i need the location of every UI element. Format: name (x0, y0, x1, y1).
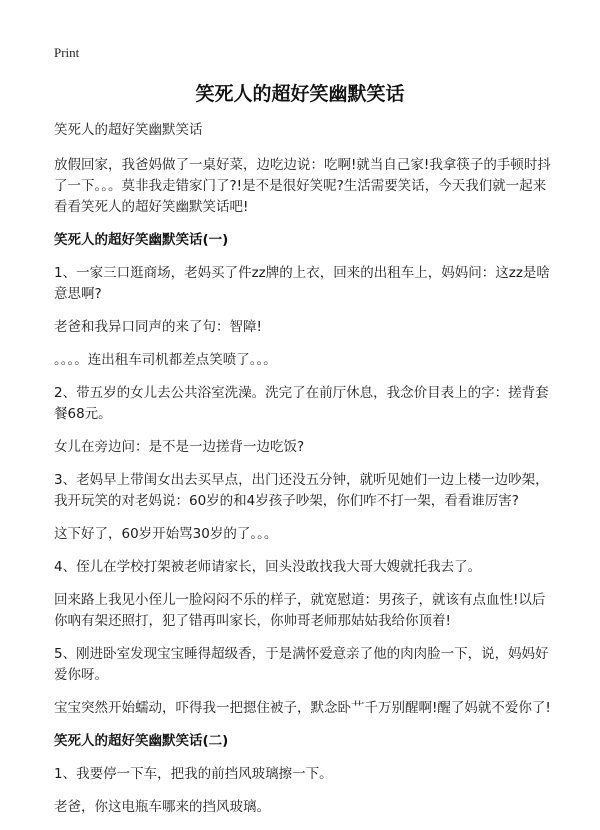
section-heading-2: 笑死人的超好笑幽默笑话(二) (54, 733, 229, 749)
joke-paragraph: 1、我要停一下车，把我的前挡风玻璃擦一下。 (54, 766, 333, 782)
joke-paragraph: 3、老妈早上带闺女出去买早点，出门还没五分钟，就听见她们一边上楼一边吵架，我开玩笑的对老妈说：60岁的和4岁孩子吵架，你们咋不打一架，看看谁厉害? (54, 472, 549, 509)
joke-paragraph: 2、带五岁的女儿去公共浴室洗澡。洗完了在前厅休息，我念价目表上的字：搓背套餐68元。 (54, 385, 549, 422)
joke-paragraph: 5、刚进卧室发现宝宝睡得超级香，于是满怀爱意亲了他的肉肉脸一下，说，妈妈好爱你呀。 (54, 646, 549, 683)
section-heading-1: 笑死人的超好笑幽默笑话(一) (54, 232, 229, 248)
article-body (54, 120, 554, 830)
joke-paragraph: 老爸，你这电瓶车哪来的挡风玻璃。 (54, 799, 270, 815)
print-label: Print (54, 45, 80, 60)
joke-paragraph: 老爸和我异口同声的来了句：智障! (54, 319, 262, 335)
joke-paragraph: 。。。。连出租车司机都差点笑喷了。。。 (54, 352, 277, 368)
page-title: 笑死人的超好笑幽默笑话 (195, 83, 405, 105)
joke-paragraph: 这下好了，60岁开始骂30岁的了。。。 (54, 526, 278, 542)
intro-paragraph: 放假回家，我爸妈做了一桌好菜，边吃边说：吃啊!就当自己家!我拿筷子的手顿时抖了一下。。。莫非我走错家门了?!是不是很好笑呢?生活需要笑话，今天我们就一起来看看笑死人的超好笑幽默笑话吧! (54, 157, 551, 215)
joke-paragraph: 宝宝突然开始蠕动，吓得我一把摁住被子，默念卧艹千万别醒啊!醒了妈就不爱你了! (54, 700, 551, 716)
joke-paragraph: 女儿在旁边问：是不是一边搓背一边吃饭? (54, 439, 305, 455)
article-subtitle: 笑死人的超好笑幽默笑话 (54, 122, 203, 138)
joke-paragraph: 1、一家三口逛商场，老妈买了件zz牌的上衣，回来的出租车上，妈妈问：这zz是啥意思啊? (54, 265, 550, 302)
joke-paragraph: 回来路上我见小侄儿一脸闷闷不乐的样子，就宽慰道：男孩子，就该有点血性!以后你吶有架还照打，犯了错再叫家长，你帅哥老师那姑姑我给你顶着! (54, 592, 546, 629)
joke-paragraph: 4、侄儿在学校打架被老师请家长，回头没敢找我大哥大嫂就托我去了。 (54, 559, 482, 575)
